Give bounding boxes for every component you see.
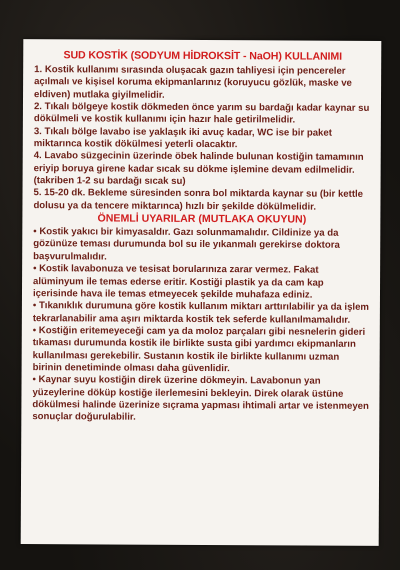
- warning-5: • Kaynar suyu kostiğin direk üzerine dökmeyin. Lavabonun yan yüzeylerine döküp kostiğe ilerlemesini bekleyin. Direk olarak üstüne dökülmesi halinde üzerinize sıçrama yapması ihtimali artar ve istenmeyen sonuçlar doğurulabilir.: [32, 374, 369, 423]
- warnings-title: ÖNEMLİ UYARILAR (MUTLAKA OKUYUN): [97, 212, 307, 226]
- step-3: 3. Tıkalı bölge lavabo ise yaklaşık iki avuç kadar, WC ise bir paket miktarınca kostik dökülmesi yeterli olacaktır.: [33, 125, 332, 151]
- warning-2: • Kostik lavabonuza ve tesisat borularınıza zarar vermez. Fakat alüminyum ile temas ederse eritir. Kostiği plastik ya da cam kap içerisinde hava ile temas etmeyecek şekilde muhafaza ediniz.: [32, 263, 324, 301]
- step-2: 2. Tıkalı bölgeye kostik dökmeden önce yarım su bardağı kadar kaynar su dökülmeli ve kostik kullanımı için hazır hale getirilmelidir.: [33, 101, 370, 126]
- card-title: SUD KOSTİK (SODYUM HİDROKSİT - NaOH) KULLANIMI: [63, 49, 343, 63]
- instruction-card: [21, 39, 382, 546]
- warning-1: • Kostik yakıcı bir kimyasaldır. Gazı solunmamalıdır. Cildinize ya da gözünüze teması durumunda bol su ile yıkanmalı gerekirse doktora başvurulmalıdır.: [33, 226, 340, 263]
- step-5: 5. 15-20 dk. Bekleme süresinden sonra bol miktarda kaynar su (bir kettle dolusu ya da tencere miktarınca) hızlı bir şekilde dökülmelidir.: [33, 187, 364, 213]
- warning-3: • Tıkanıklık durumuna göre kostik kullanım miktarı arttırılabilir ya da işlem tekrarlanabilir ama aşırı miktarda kostik tek seferde kullanılmamalıdır.: [32, 300, 370, 326]
- step-1: 1. Kostik kullanımı sırasında oluşacak gazın tahliyesi için pencereler açılmalı ve kişisel koruma ekipmanlarınız (koruyucu gözlük, maske ve eldiven) mutlaka giyilmelidir.: [34, 64, 352, 101]
- step-4: 4. Lavabo süzgecinin üzerinde öbek halinde bulunan kostiğin tamamının eriyip boruya girene kadar sıcak su dökme işlemine devam edilmelidir. (takriben 1-2 su bardağı sıcak su): [33, 150, 364, 188]
- warning-4: • Kostiğin eritemeyeceği cam ya da moloz parçaları gibi nesnelerin gideri tıkaması durumunda kostik ile birlikte susta gibi yardımcı ekipmanların kullanılması gerekebilir. Sustanın kostik ile birlikte kullanımı uzman birinin denetiminde olması daha güvenlidir.: [32, 324, 366, 375]
